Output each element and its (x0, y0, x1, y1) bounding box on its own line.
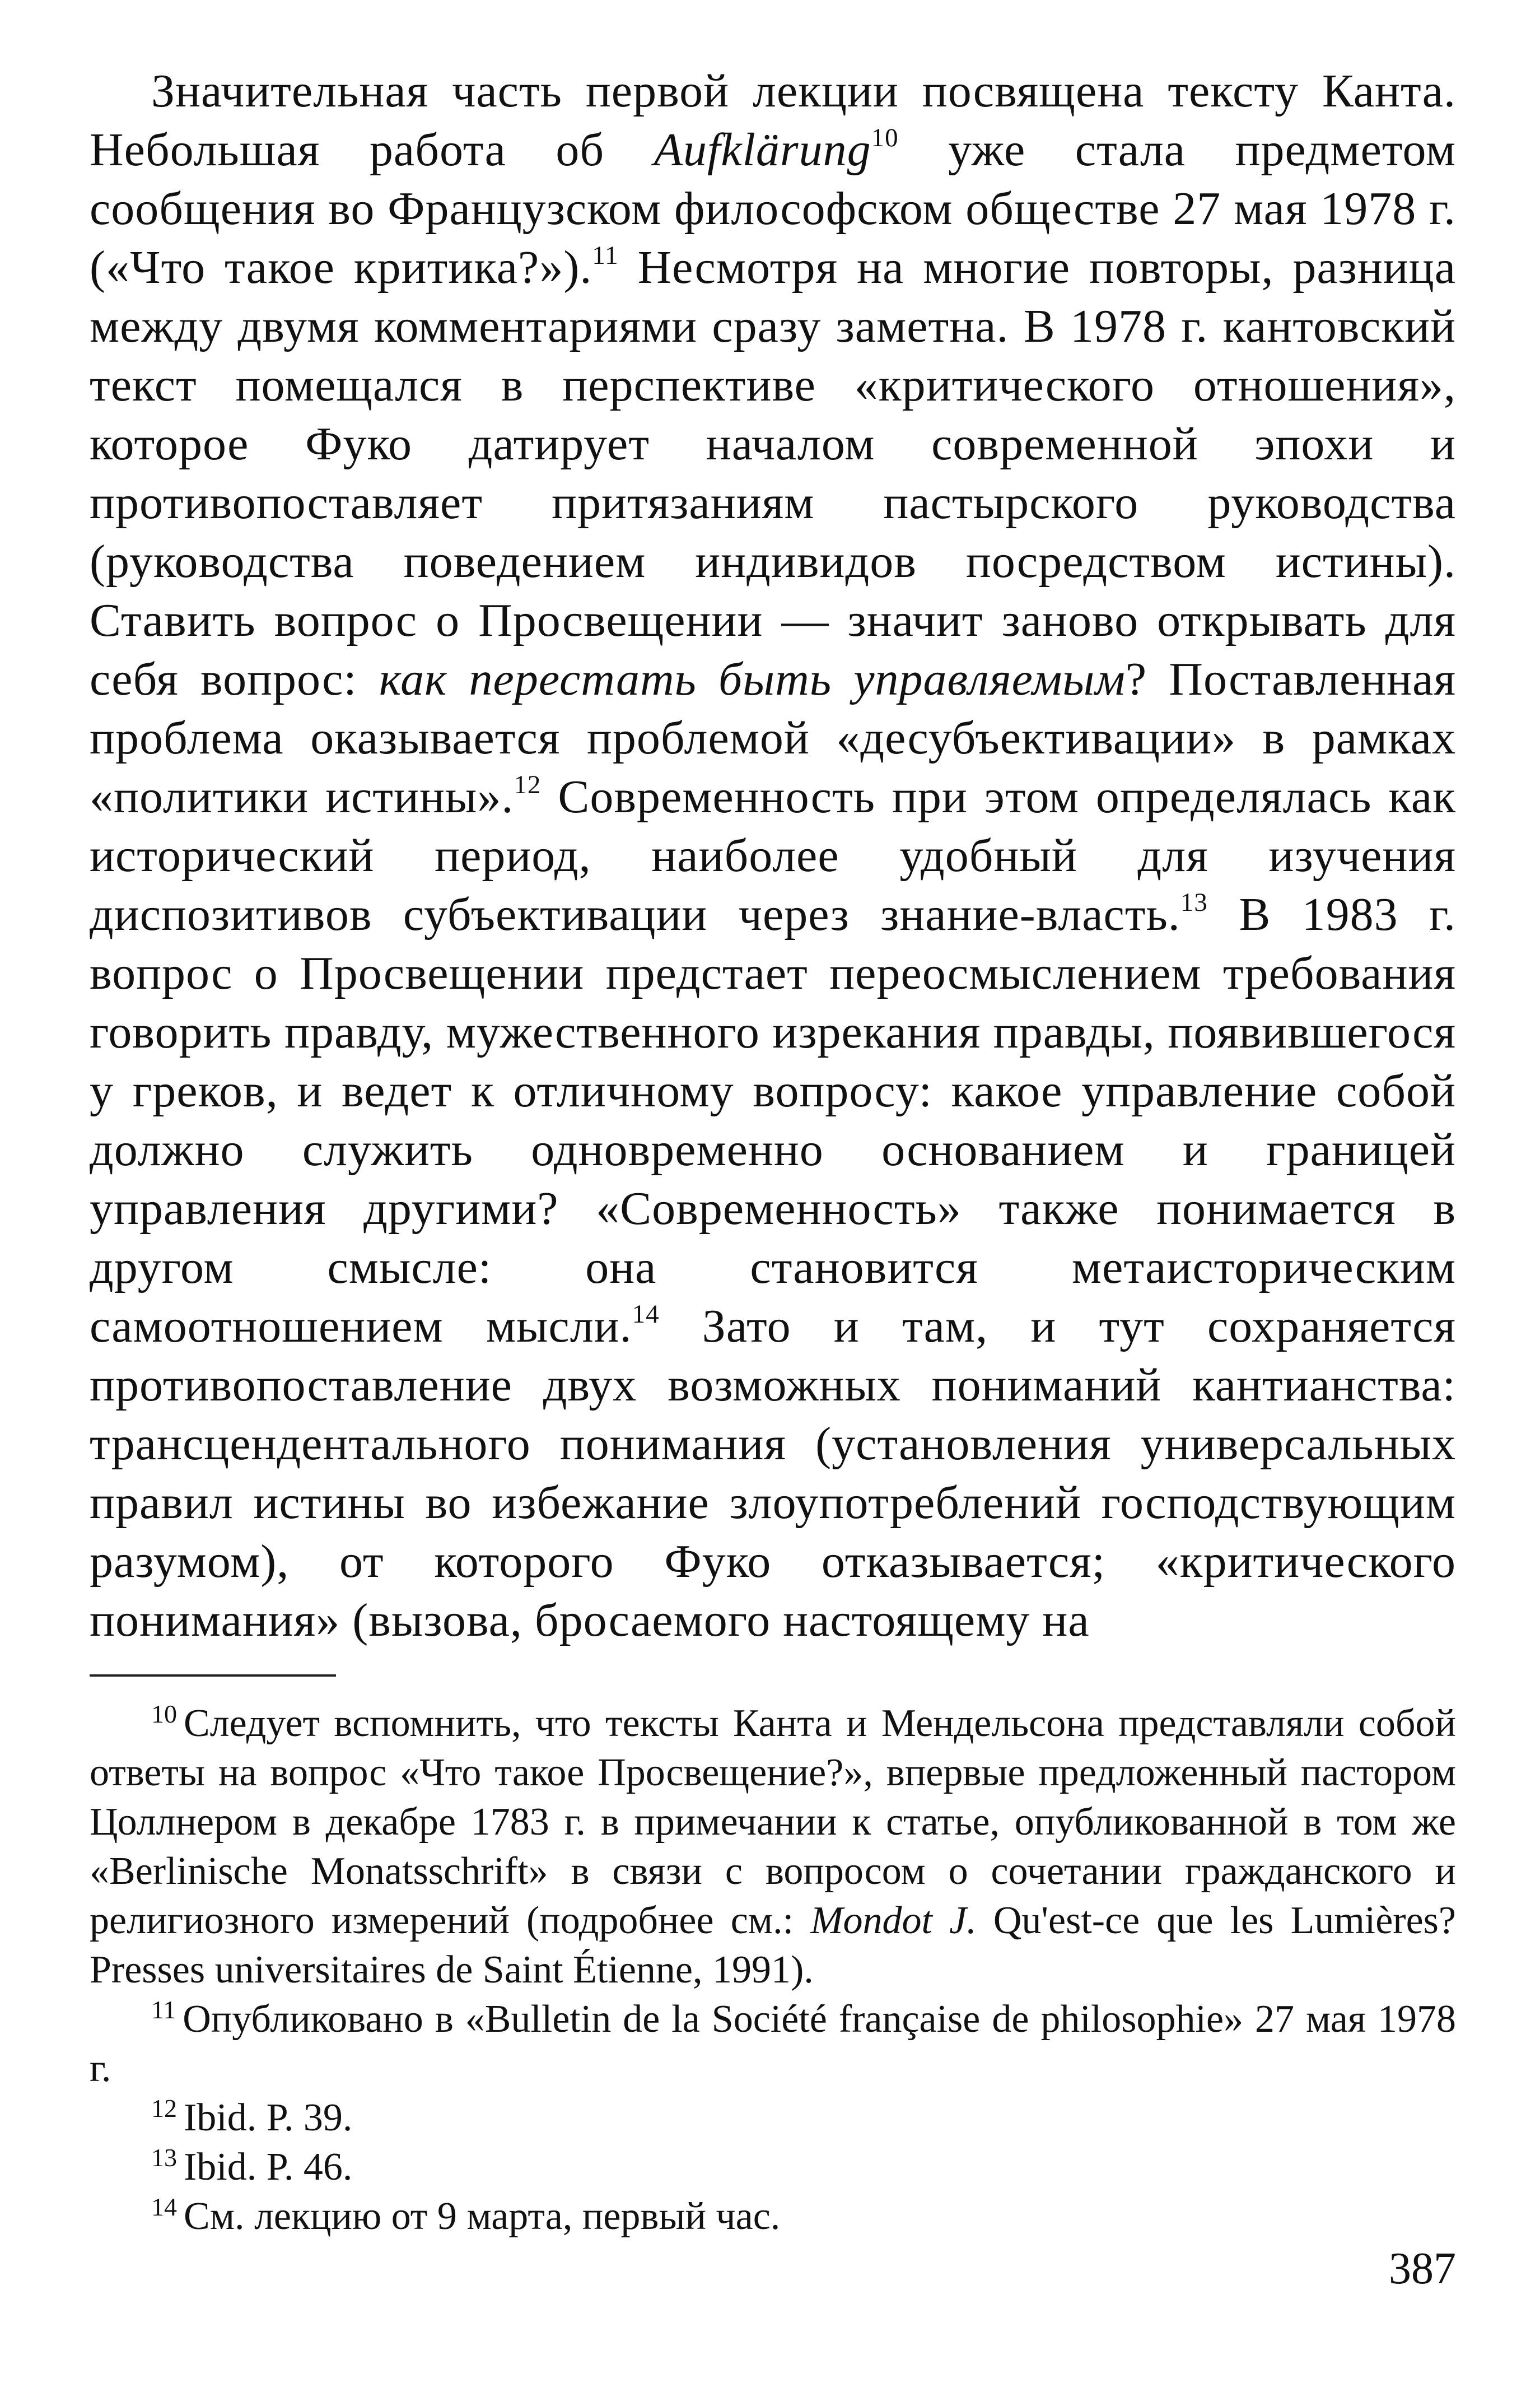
text-run: Несмотря на многие повторы, разница между двумя комментариями сразу заметна. В 1978 г. кантовский текст помещался в перспективе «критического отношения», которое Фуко датирует началом современной эпохи и противопоставляет притязаниям пастырского руководства (руководства поведением индивидов посредством истины). Ставить вопрос о Просвещении — значит заново открывать для себя вопрос: (90, 241, 1457, 705)
footnote-number: 10 (151, 1699, 177, 1728)
italic-term: Aufklärung (654, 124, 871, 176)
footnote-text: Qu'est-ce que les Lumières? Presses universitaires de Saint Étienne, 1991). (90, 1899, 1456, 1991)
italic-question: как перестать быть управляемым (379, 653, 1126, 705)
footnote-number: 13 (151, 2143, 177, 2172)
text-run: уже стала предметом сообщения во Французском философском обществе 27 мая 1978 г. («Что такое критика?»). (90, 124, 1457, 294)
footnote-ref[interactable]: 14 (632, 1300, 660, 1329)
footnote-text: Следует вспомнить, что тексты Канта и Мендельсона представляли собой ответы на вопрос «Что такое Просвещение?», впервые предложенный пастором Цоллнером в декабре 1783 г. в примечании к статье, опубликованной в том же «Berlinische Monatsschrift» в связи с вопросом о сочетании гражданского и религиозного измерений (подробнее см.: (90, 1702, 1456, 1942)
footnote-number: 14 (151, 2192, 177, 2221)
page (90, 62, 1456, 2241)
footnote-divider (90, 1674, 336, 1677)
footnote-text: Ibid. P. 46. (184, 2145, 353, 2189)
footnote-number: 11 (151, 1995, 176, 2024)
footnote-10 (90, 1699, 1456, 1995)
footnote-ref[interactable]: 12 (514, 770, 542, 800)
text-run: Значительная часть первой лекции посвящена тексту Канта. Небольшая работа об (90, 65, 1456, 176)
text-run: Современность при этом определялась как исторический период, наиболее удобный для изучения диспозитивов субъективации через знание-власть. (90, 771, 1456, 941)
footnote-ref[interactable]: 11 (592, 241, 619, 271)
footnote-text: Ibid. P. 39. (184, 2096, 353, 2139)
text-run: ? Поставленная проблема оказывается проблемой «десубъективации» в рамках «политики истины». (90, 653, 1456, 823)
page-number: 387 (1389, 2244, 1456, 2293)
footnote-11 (90, 1995, 1456, 2093)
footnote-text: Опубликовано в «Bulletin de la Société française de philosophie» 27 мая 1978 г. (90, 1998, 1456, 2090)
text-run: В 1983 г. вопрос о Просвещении предстает переосмыслением требования говорить правду, мужественного изрекания правды, появившегося у греков, и ведет к отличному вопросу: какое управление собой должно служить одновременно основанием и границей управления другими? «Современность» также понимается в другом смысле: она становится метаисторическим самоотношением мысли. (90, 888, 1456, 1352)
footnote-14 (90, 2192, 1456, 2241)
footnote-ref[interactable]: 10 (871, 123, 899, 153)
main-paragraph (90, 62, 1456, 1650)
text-run: Зато и там, и тут сохраняется противопоставление двух возможных пониманий кантианства: трансцендентального понимания (установления универсальных правил истины во избежание злоупотреблений господствующим разумом), от которого Фуко отказывается; «критического понимания» (вызова, бросаемого настоящему на (90, 1300, 1456, 1646)
footnote-ref[interactable]: 13 (1180, 888, 1208, 918)
footnote-author: Mondot J. (810, 1899, 977, 1942)
footnote-13 (90, 2143, 1456, 2192)
footnote-12 (90, 2093, 1456, 2143)
footnote-number: 12 (151, 2093, 177, 2123)
footnote-text: См. лекцию от 9 марта, первый час. (184, 2195, 781, 2238)
